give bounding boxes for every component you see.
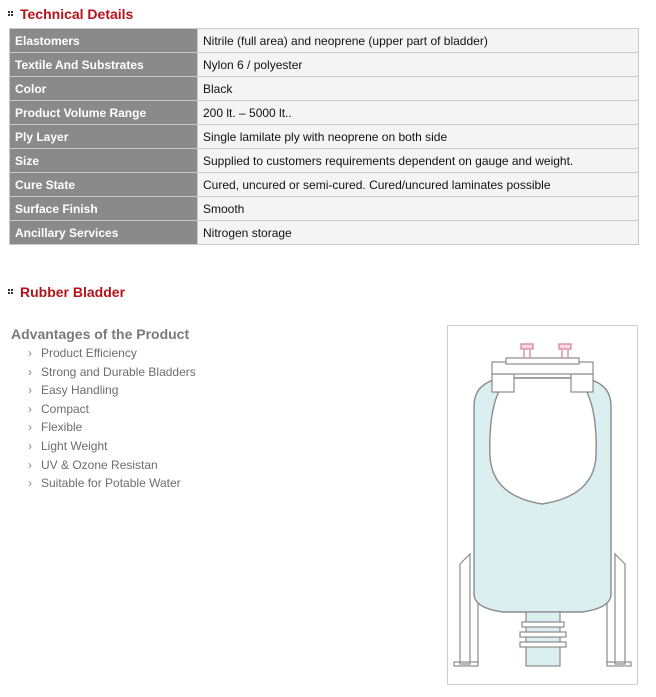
advantage-label: Compact [41, 401, 90, 416]
spec-row [10, 173, 639, 197]
section-bullet-icon [8, 11, 14, 17]
spec-key: Surface Finish [10, 197, 198, 221]
advantage-item [28, 402, 196, 421]
spec-value: Nitrogen storage [198, 221, 639, 245]
advantages-heading: Advantages of the Product [11, 326, 190, 342]
advantage-label: Suitable for Potable Water [41, 476, 181, 491]
bladder-vessel-figure [447, 325, 638, 685]
spec-value: Black [198, 77, 639, 101]
advantage-label: Strong and Durable Bladders [41, 364, 196, 379]
advantage-item [28, 365, 196, 384]
technical-details-heading: Technical Details [20, 6, 134, 22]
advantage-item [28, 458, 196, 477]
bladder-vessel-illustration [448, 326, 637, 684]
spec-key: Elastomers [10, 29, 198, 53]
chevron-right-icon: › [28, 438, 32, 453]
spec-row [10, 197, 639, 221]
chevron-right-icon: › [28, 383, 32, 398]
chevron-right-icon: › [28, 476, 32, 491]
rubber-bladder-title [8, 284, 125, 300]
spec-value: Nylon 6 / polyester [198, 53, 639, 77]
advantage-item [28, 476, 196, 495]
spec-key: Textile And Substrates [10, 53, 198, 77]
advantage-label: UV & Ozone Resistan [41, 457, 158, 472]
chevron-right-icon: › [28, 346, 32, 360]
spec-key: Product Volume Range [10, 101, 198, 125]
spec-row [10, 221, 639, 245]
spec-key: Cure State [10, 173, 198, 197]
advantage-label: Product Efficiency [41, 346, 137, 360]
technical-details-title [8, 6, 133, 22]
technical-details-table [9, 28, 639, 245]
chevron-right-icon: › [28, 364, 32, 379]
spec-key: Ancillary Services [10, 221, 198, 245]
spec-value: Cured, uncured or semi-cured. Cured/uncured laminates possible [198, 173, 639, 197]
spec-row [10, 29, 639, 53]
spec-row [10, 53, 639, 77]
spec-row [10, 149, 639, 173]
advantages-list [28, 346, 196, 495]
rubber-bladder-heading: Rubber Bladder [20, 284, 126, 300]
advantage-label: Flexible [41, 420, 83, 435]
spec-row [10, 77, 639, 101]
advantage-label: Light Weight [41, 438, 108, 453]
spec-key: Color [10, 77, 198, 101]
advantage-item [28, 420, 196, 439]
advantage-item [28, 439, 196, 458]
chevron-right-icon: › [28, 457, 32, 472]
section-bullet-icon [8, 289, 14, 295]
spec-key: Ply Layer [10, 125, 198, 149]
spec-value: 200 lt. – 5000 lt.. [198, 101, 639, 125]
spec-value: Smooth [198, 197, 639, 221]
spec-value: Nitrile (full area) and neoprene (upper part of bladder) [198, 29, 639, 53]
advantage-item [28, 346, 196, 365]
advantage-item [28, 383, 196, 402]
advantage-label: Easy Handling [41, 383, 119, 398]
chevron-right-icon: › [28, 420, 32, 435]
spec-row [10, 125, 639, 149]
spec-value: Single lamilate ply with neoprene on both side [198, 125, 639, 149]
spec-key: Size [10, 149, 198, 173]
spec-value: Supplied to customers requirements dependent on gauge and weight. [198, 149, 639, 173]
spec-row [10, 101, 639, 125]
chevron-right-icon: › [28, 401, 32, 416]
